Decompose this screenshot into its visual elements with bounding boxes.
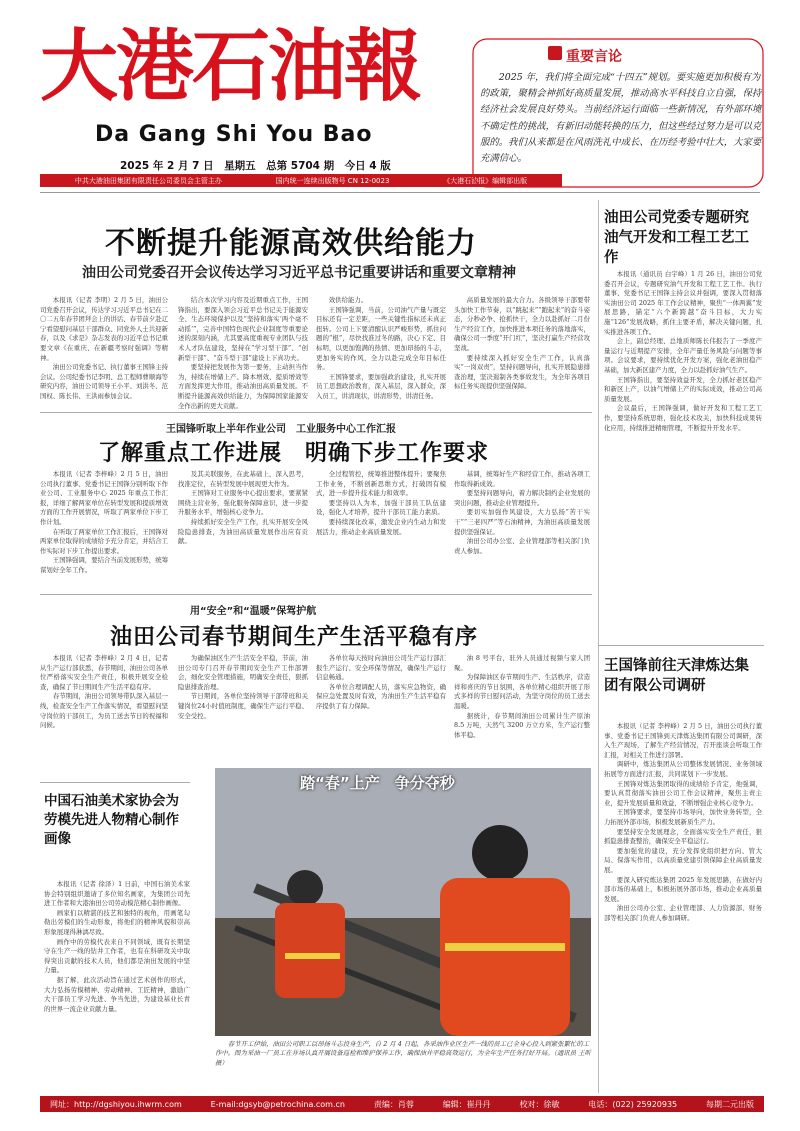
story3-column-1 [40,654,168,778]
paragraph: 要持续深入抓好安全生产工作，认真落实“一岗双责”，坚持问题导向，扎实开展隐患排查治理，坚决遏制各类事故发生，为全年各项目标任务实现提供坚强保障。 [454,353,590,391]
divider [598,645,764,646]
editorial-label: 《大港石油报》编辑部出版 [443,176,528,185]
story3-column-3 [316,654,446,764]
paragraph: 油 8 号平台，驻外人员通过视频与家人团聚。 [454,654,590,672]
story2-kicker: 王国锋听取上半年作业公司 工业服务中心工作汇报 [166,424,396,435]
paragraph: 油田公司党委书记、执行董事王国锋主持会议。公司纪委书记李明、总工程师曹顺海等研究内容，油田公司领导王小平、刘洪冬、范国权、陈长伟、王洪雨参加会议。 [40,363,168,400]
right-story-1-body [604,270,762,640]
lead-column-4 [454,296,590,392]
paragraph: 本报讯（记者 李明）2 月 5 日，油田公司党委召开会议，传达学习习近平总书记在二〇二五年春节团拜会上的讲话、春节前夕赴辽宁看望慰问基层干部群众、同党外人士共迎新春，以及《求是》杂志发表的习近平总书记重要文章《在重庆、在新疆考察时强调》等精神。 [40,296,168,362]
paragraph: 基调，统筹好生产和经营工作，推动各项工作取得新成效。 [454,470,590,488]
paragraph: 节日期间，各单位坚持领导干部带班和关键岗位24小时值班制度，确保生产运行平稳、安全受控。 [178,692,308,720]
lead-column-1 [40,296,168,402]
bullhorn-icon [548,46,562,60]
paragraph: 王国锋要求，要坚持市场导向，加快业务转型，全力拓展外部市场，积极发展新质生产力。 [604,808,762,826]
lead-column-3 [316,296,446,402]
important-words-title: 重要言论 [566,49,622,65]
story3-kicker: 用“安全”和“温暖”保驾护航 [190,606,317,617]
story2-column-4 [454,470,590,590]
paragraph: 调研中，炼达集团从公司整体发展情况、业务领域拓展等方面进行汇报，共同谋划下一步发展。 [604,760,762,778]
paragraph: 各单位每天按时向油田公司生产运行部汇报生产运行、安全环保等情况，确保生产运行信息畅通。 [316,654,446,682]
right-story-2-body [604,722,762,1092]
divider [40,192,760,193]
paragraph: 要切实加强作风建设，大力弘扬“苦干实干”“三老四严”等石油精神，为油田高质量发展提供坚强保证。 [454,508,590,536]
paragraph: 结合本次学习内容及近期重点工作，王国锋指出，要深入领会习近平总书记关于能源安全、生态环境保护以及“坚持和落实‘两个毫不动摇’”，完善中国特色现代企业制度等重要论述的深刻内涵，尤其要高度重视专业团队与技术人才队伍建设，坚持在“学习型干部”、“创新型干部”、“奋斗型干部”建设上下真功夫。 [178,296,308,362]
right-story-1-headline: 油田公司党委专题研究油气开发和工程工艺工作 [604,210,749,266]
story2-column-2 [178,470,308,590]
paragraph: 全过程管控，统筹推进整体提升；要聚焦工作业务，不断创新思维方式，打破固有模式，进一步提升技术能力和效率。 [316,470,446,498]
price-label: 每期二元出版 [706,1099,754,1109]
paragraph: 王国锋指出，要坚持效益开发，全力抓好老区稳产和新区上产，以油气增储上产的实际成效，推动公司高质量发展。 [604,375,762,403]
phone-label: 电话：(022) 25920935 [588,1099,678,1109]
email-link[interactable]: E-mail:dgsyb@petrochina.com.cn [210,1099,345,1109]
paragraph: 会上，副总经理、总地质师陈长伟报告了一季度产量运行与近期提产安排，全年产量任务风险与问题等事项。会议要求，要持续优化开发方案，强化老油田稳产基础，加大新区建产力度，全力以赴抓好油气生产。 [604,337,762,374]
paragraph: 画家们以精湛的技艺和独特的视角，用画笔勾勒出劳模们的生动形象，将他们的精神风貌和崇高形象展现得淋漓尽致。 [44,908,190,936]
paragraph: 画作中的劳模代表来自不同领域，既有长期坚守在生产一线的钻井工作者，也有在科研攻关中取得突出贡献的技术人员，他们都是油田发展的中坚力量。 [44,937,190,975]
footer-bar [40,1096,764,1112]
paragraph: 要坚持问题导向，着力解决制约企业发展的突出问题，推动企业管理提升。 [454,489,590,507]
paragraph: 油田公司办公室、企业管理部、人力资源部、财务部等相关部门负责人参加调研。 [604,904,762,922]
paragraph: 为确保油区生产生活安全平稳，节前，油田公司专门召开春节期间安全生产工作部署会，细化安全管理措施，明确安全责任，狠抓隐患排查治理。 [178,654,308,691]
right-story-2-headline: 王国锋前往天津炼达集团有限公司调研 [604,658,749,694]
worker-photo [215,768,591,1036]
paragraph: 及其关联服务，在此基础上，深入思考，找准定位，在转型发展中展现更大作为。 [178,470,308,488]
story2-headline: 了解重点工作进展 明确下步工作要求 [98,441,490,466]
photo-illustration [215,768,591,1036]
photo-caption: 春节开工伊始，油田公司职工以昂扬斗志投身生产，自 2 月 4 日起，各采油作业区生产一线的员工已全身心投入到紧张繁忙的工作中。图为采油一厂员工在井场认真开展设备巡检和维护保养工作，确保油井平稳高效运行，为全年生产任务打好开局。（通讯员 王昕 摄） [215,1040,591,1067]
story3-headline: 油田公司春节期间生产生活平稳有序 [110,625,479,650]
paragraph: 据了解，此次活动旨在通过艺术创作的形式，大力弘扬劳模精神、劳动精神、工匠精神，激励广大干部员工学习先进、争当先进，为建设基业长青的世界一流企业贡献力量。 [44,975,190,1013]
art-story-headline: 中国石油美术家协会为劳模先进人物精心制作画像 [44,793,179,847]
story3-column-2 [178,654,308,764]
lead-subheadline: 油田公司党委召开会议传达学习习近平总书记重要讲话和重要文章精神 [82,265,516,281]
paragraph: 要持续深化改革，激发企业内生动力和发展活力，推动企业高质量发展。 [316,517,446,536]
issue-date: 2025 年 2 月 7 日 星期五 总第 5704 期 今日 4 版 [120,160,391,172]
layout-editor-label: 编辑：崔丹丹 [442,1099,491,1109]
paragraph: 春节期间，油田公司领导带队深入基层一线，检查安全生产工作落实情况，看望慰问坚守岗位的干部员工，为员工送去节日的祝福和问候。 [40,692,168,730]
lead-headline: 不断提升能源高效供给能力 [105,226,477,261]
art-story-body [44,880,190,1092]
important-words-text: 2025 年，我们将全面完成“十四五”规划。要实施更加积极有为的政策，聚精会神抓好高质量发展，推动高水平科技自立自强，保持经济社会发展良好势头。当前经济运行面临一些新情况，有外部环境不确定性的挑战，有新旧动能转换的压力，但这些经过努力是可以克服的。我们从来都是在风雨洗礼中成长、在历经考验中壮大，大家要充满信心。 [480,72,762,165]
paragraph: 王国锋对工业服务中心提出要求，要紧紧围绕主营业务，强化服务保障意识，进一步提升服务水平，增强核心竞争力。 [178,489,308,517]
story2-column-1 [40,470,168,590]
paragraph: 在听取了两家单位工作汇报后，王国锋对两家单位取得的成绩给予充分肯定，并结合工作实际对下步工作提出要求。 [40,527,168,555]
paragraph: 王国锋要求，要加强政治建设，扎实开展员工思想政治教育，深入基层，深入群众，深入员工，讲清现状，讲清形势，讲清任务。 [316,372,446,400]
proofreader-label: 校对：徐敏 [519,1099,560,1109]
editor-label: 责编：肖蓉 [373,1099,414,1109]
paragraph: 会议最后，王国锋强调，做好开发和工程工艺工作，要坚持系统思维，强化技术攻关，加快科技成果转化应用，持续推进精细管理，不断提升开发水平。 [604,404,762,432]
paragraph: 本报讯（通讯员 白宇峰）1 月 26 日，油田公司党委召开会议，专题研究油气开发和工程工艺工作。执行董事、党委书记王国锋主持会议并强调，要深入贯彻落实油田公司 2025 年工作会议精神，聚焦“一体两翼”发展思路，锚定“六个新跨越”奋斗目标，大力实施“126”发展战略，抓住主要矛盾，解决关键问题，扎实推进各项工作。 [604,270,762,336]
paragraph: 据统计，春节期间油田公司累计生产原油 8.5 万吨，天然气 3200 万立方米，生产运行整体平稳。 [454,711,590,739]
paragraph: 王国锋对炼达集团取得的成绩给予肯定，他强调，要认真贯彻落实油田公司工作会议精神，聚焦主责主业，提升发展质量和效益，不断增强企业核心竞争力。 [604,779,762,807]
website-link[interactable]: 网址：http://dgshiyou.ihwrm.com [50,1099,182,1109]
story3-column-4 [454,654,590,764]
divider [40,594,592,595]
paragraph: 要加强党的建设，充分发挥党组织把方向、管大局、保落实作用，以高质量党建引领保障企业高质量发展。 [604,846,762,874]
masthead-title: 大港石油報 [40,21,421,112]
divider [40,412,592,413]
paragraph: 要深入研究炼达集团 2025 年发展思路，在做好内部市场的基础上，积极拓展外部市场，推动企业高质量发展。 [604,875,762,903]
paragraph: 本报讯（记者 李梓峰）2 月 4 日，记者从生产运行部获悉，春节期间，油田公司各单位严格落实安全生产责任，积极开展安全检查，确保了节日期间生产生活平稳有序。 [40,654,168,691]
paragraph: 本报讯（记者 徐泽）1 日前，中国石油美术家协会特别组织邀请了多位知名画家，为集团公司先进工作者和大港油田公司劳动模范精心制作画像。 [44,880,190,908]
photo-title: 踏“春”上产 争分夺秒 [300,774,455,792]
paragraph: 王国锋强调，要结合当前发展形势，统筹谋划好全年工作。 [40,556,168,574]
paragraph: 王国锋强调，当前，公司油气产量与既定目标还有一定差距，一些关键性指标还未真正扭转。公司上下要清醒认识严峻形势，抓住问题的“根”，尽快找准过冬的路，决心下定、目标明，以更加饱满的热情、更加昂扬的斗志，更加务实的作风，全力以赴完成全年目标任务。 [316,305,446,372]
masthead-pinyin: Da Gang Shi You Bao [95,122,373,147]
paragraph: 要坚持把发展作为第一要务，主动担当作为，持续在增储上产、降本增效、提质增效等方面发挥更大作用，推动油田高质量发展。不断提升能源高效供给能力，为保障国家能源安全作出新的更大贡献。 [178,363,308,410]
paragraph: 本报讯（记者 李梓峰）2 月 5 日，油田公司执行董事、党委书记王国锋分别听取下作业公司、工业服务中心 2025 年重点工作汇报，详细了解两家单位在转型发展和提质增效方面的工作开展情况，听取了两家单位下步工作计划。 [40,470,168,526]
publisher-label: 中共大港油田集团有限责任公司委员会主管主办 [74,176,222,185]
paragraph: 持续抓好安全生产工作，扎实开展安全风险隐患排查，为油田高质量发展作出应有贡献。 [178,517,308,546]
paragraph: 为保障油区春节期间生产、生活秩序，营造祥和喜庆的节日氛围，各单位精心组织开展了形式多样的节日慰问活动，为坚守岗位的员工送去温暖。 [454,673,590,710]
story2-column-3 [316,470,446,590]
lead-column-2 [178,296,308,411]
paragraph: 高质量发展的最大合力。各级领导干部要带头加快工作节奏，以“跳起来”“跑起来”的奋斗姿态，分秒必争、抢抓快干，全力以赴抓好二月份生产经营工作，加快推进本项任务的落地落实，确保公司一季度“开门红”，坚决打赢生产经营攻坚战。 [454,296,590,352]
paragraph: 各单位合理调配人员，落实应急物资，确保应急处置及时有效，为油田生产生活平稳有序提供了有力保障。 [316,682,446,710]
paragraph: 本报讯（记者 李梓峰）2 月 5 日，油田公司执行董事、党委书记王国锋到天津炼达集团有限公司调研，深入生产现场，了解生产经营情况，召开座谈会听取工作汇报，对相关工作进行部署。 [604,722,762,759]
paragraph: 要坚持安全发展理念，全面落实安全生产责任，狠抓隐患排查整治，确保安全平稳运行。 [604,827,762,846]
paragraph: 效供给能力。 [328,296,368,304]
paragraph: 油田公司办公室、企业管理部等相关部门负责人参加。 [454,537,590,555]
cn-number: 国内统一连续出版物号 CN 12-0023 [275,176,390,185]
paragraph: 要坚持以人为本，加强干部员工队伍建设，强化人才培养，提升干部员工能力素质。 [316,498,446,517]
